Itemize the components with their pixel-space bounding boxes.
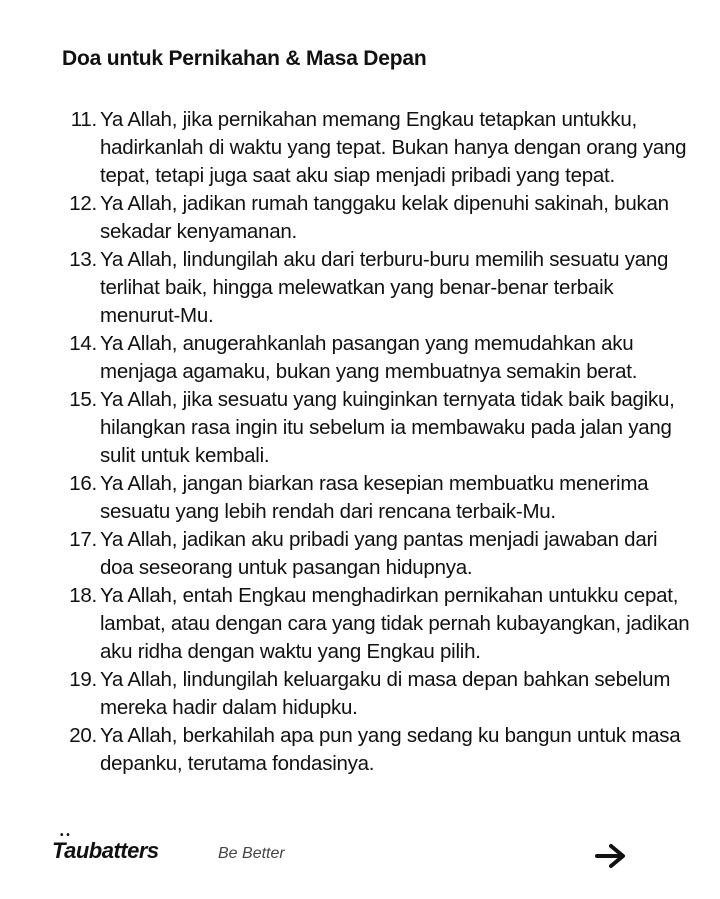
item-text: Ya Allah, berkahilah apa pun yang sedang ku bangun untuk masa depanku, terutama fondasinya.	[100, 724, 681, 775]
item-text: Ya Allah, jadikan aku pribadi yang pantas menjadi jawaban dari doa seseorang untuk pasangan hidupnya.	[100, 528, 658, 579]
brand-logo: Taubatters	[52, 838, 159, 863]
prayer-list	[52, 106, 692, 778]
list-item	[52, 386, 692, 470]
item-number: 13.	[69, 248, 97, 271]
footer	[0, 830, 720, 880]
item-text: Ya Allah, anugerahkanlah pasangan yang memudahkan aku menjaga agamaku, bukan yang membuatnya semakin berat.	[100, 332, 638, 383]
item-text: Ya Allah, lindungilah aku dari terburu-buru memilih sesuatu yang terlihat baik, hingga melewatkan yang benar-benar terbaik menurut-Mu.	[100, 248, 669, 327]
item-text: Ya Allah, entah Engkau menghadirkan pernikahan untukku cepat, lambat, atau dengan cara yang tidak pernah kubayangkan, jadikan aku ridha dengan waktu yang Engkau pilih.	[100, 584, 690, 663]
logo-dots-icon: • •	[60, 830, 70, 841]
item-number: 20.	[69, 724, 97, 747]
list-item	[52, 526, 692, 582]
list-item	[52, 246, 692, 330]
tagline: Be Better	[218, 845, 285, 862]
item-text: Ya Allah, jadikan rumah tanggaku kelak dipenuhi sakinah, bukan sekadar kenyamanan.	[100, 192, 669, 243]
item-number: 19.	[69, 668, 97, 691]
list-item	[52, 582, 692, 666]
list-item	[52, 470, 692, 526]
item-text: Ya Allah, jangan biarkan rasa kesepian membuatku menerima sesuatu yang lebih rendah dari rencana terbaik-Mu.	[100, 472, 649, 523]
item-text: Ya Allah, jika sesuatu yang kuinginkan ternyata tidak baik bagiku, hilangkan rasa ingin itu sebelum ia membawaku pada jalan yang sulit untuk kembali.	[100, 388, 675, 467]
item-number: 12.	[69, 192, 97, 215]
list-item	[52, 722, 692, 778]
item-text: Ya Allah, lindungilah keluargaku di masa depan bahkan sebelum mereka hadir dalam hidupku.	[100, 668, 671, 719]
item-text: Ya Allah, jika pernikahan memang Engkau tetapkan untukku, hadirkanlah di waktu yang tepat. Bukan hanya dengan orang yang tepat, tetapi juga saat aku siap menjadi pribadi yang tepat.	[100, 108, 687, 187]
item-number: 15.	[69, 388, 97, 411]
list-item	[52, 106, 692, 190]
list-item	[52, 666, 692, 722]
item-number: 14.	[69, 332, 97, 355]
item-number: 18.	[69, 584, 97, 607]
arrow-right-icon[interactable]	[594, 842, 628, 870]
page-title: Doa untuk Pernikahan & Masa Depan	[62, 47, 427, 70]
list-item	[52, 330, 692, 386]
item-number: 11.	[70, 108, 97, 131]
item-number: 17.	[69, 528, 97, 551]
list-item	[52, 190, 692, 246]
item-number: 16.	[69, 472, 97, 495]
